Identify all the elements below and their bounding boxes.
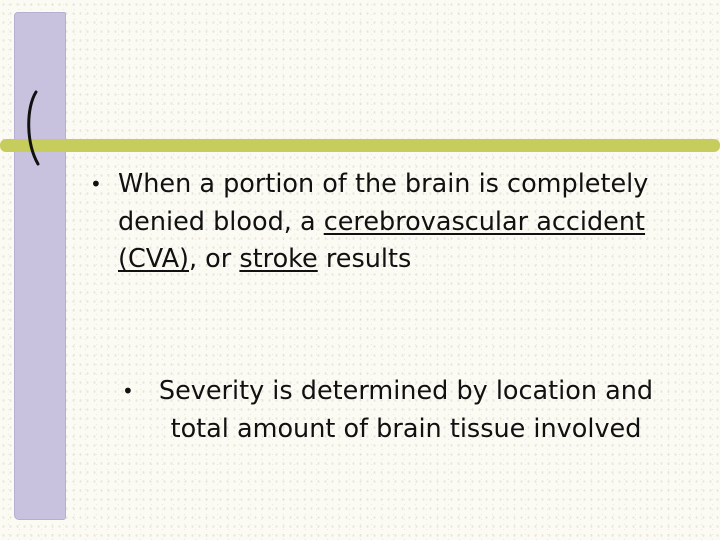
bullet-main-lead: When a portion of the brain is completely denied blood, a bbox=[118, 169, 649, 237]
bullet-sub-text: Severity is determined by location and total amount of brain tissue involved bbox=[158, 376, 654, 444]
term-stroke: stroke bbox=[239, 244, 318, 274]
bullet-main-text bbox=[118, 166, 670, 279]
bullet-main-tail: results bbox=[317, 244, 412, 274]
term-cva: cerebrovascular accident (CVA) bbox=[118, 206, 646, 274]
bullet-dot: • bbox=[122, 379, 134, 403]
bullet-main bbox=[90, 166, 670, 279]
bullet-main-join: , or bbox=[188, 244, 240, 274]
bullet-sub bbox=[122, 373, 682, 448]
bullet-dot: • bbox=[90, 172, 102, 196]
